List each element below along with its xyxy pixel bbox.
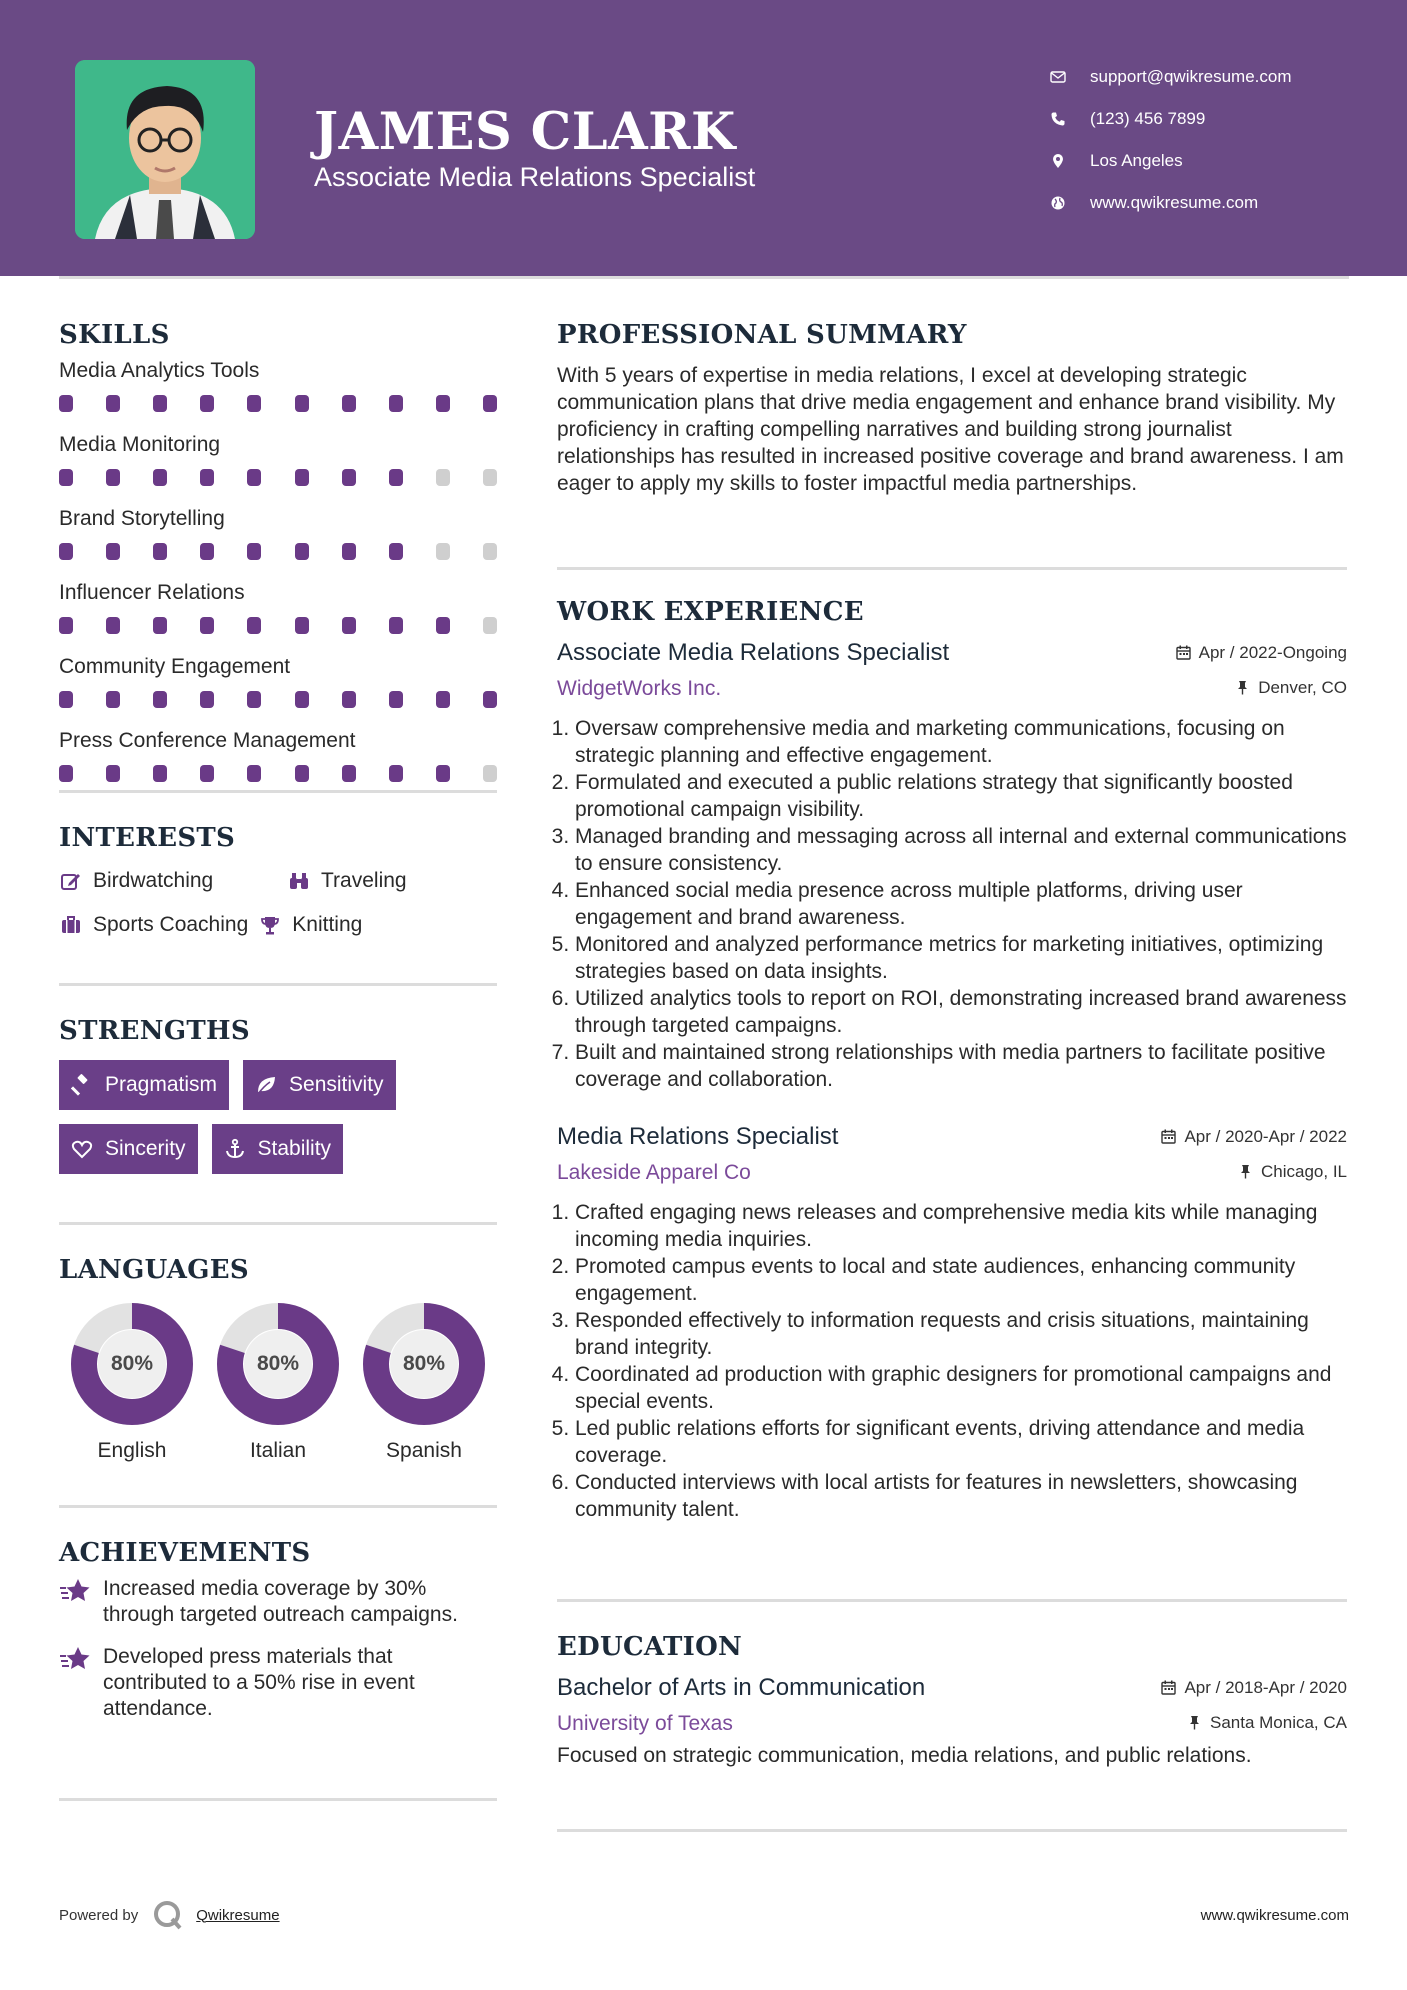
pencil-square-icon bbox=[59, 869, 83, 893]
achievements-heading: ACHIEVEMENTS bbox=[59, 1538, 311, 1568]
rating-dot-filled bbox=[59, 765, 73, 782]
rating-dot-filled bbox=[200, 765, 214, 782]
resume-header bbox=[0, 0, 1407, 276]
rating-dot-filled bbox=[295, 543, 309, 560]
job-bullet: 6. Conducted interviews with local artists for features in newsletters, showcasing community talent. bbox=[575, 1469, 1347, 1523]
job-bullets bbox=[557, 715, 1347, 1093]
job-bullet: 5. Monitored and analyzed performance metrics for marketing initiatives, optimizing strategies based on data insights. bbox=[575, 931, 1347, 985]
languages-list bbox=[59, 1303, 497, 1463]
skills-heading: SKILLS bbox=[59, 320, 170, 350]
job-bullet: 4. Enhanced social media presence across multiple platforms, driving user engagement and brand awareness. bbox=[575, 877, 1347, 931]
strength-label: Pragmatism bbox=[105, 1073, 218, 1096]
education-dates bbox=[1161, 1678, 1347, 1698]
contact-email-text: support@qwikresume.com bbox=[1090, 67, 1292, 86]
contact-location-text: Los Angeles bbox=[1090, 151, 1183, 170]
company-name: Lakeside Apparel Co bbox=[557, 1161, 751, 1184]
interests-heading: INTERESTS bbox=[59, 823, 236, 853]
envelope-icon bbox=[1048, 67, 1068, 87]
strength-chip bbox=[243, 1060, 396, 1110]
section-divider bbox=[59, 1798, 497, 1801]
job-location-text: Denver, CO bbox=[1258, 677, 1347, 697]
calendar-icon bbox=[1176, 645, 1191, 660]
star-icon bbox=[59, 1576, 93, 1606]
interest-item bbox=[59, 903, 248, 947]
location-pin-icon bbox=[1048, 151, 1068, 171]
rating-dot-filled bbox=[59, 395, 73, 412]
achievement-text: Developed press materials that contributed to a 50% rise in event attendance. bbox=[103, 1645, 415, 1720]
language-item bbox=[351, 1303, 497, 1463]
skill-rating bbox=[59, 682, 497, 716]
rating-dot-filled bbox=[153, 395, 167, 412]
rating-dot-filled bbox=[389, 543, 403, 560]
pushpin-icon bbox=[1235, 680, 1250, 695]
rating-dot-filled bbox=[153, 543, 167, 560]
contact-website-text: www.qwikresume.com bbox=[1090, 193, 1259, 212]
skill-rating bbox=[59, 386, 497, 420]
rating-dot-filled bbox=[200, 543, 214, 560]
education-section bbox=[557, 1602, 1347, 1829]
rating-dot-filled bbox=[153, 691, 167, 708]
job-title: Media Relations Specialist bbox=[557, 1123, 839, 1150]
skill-rating bbox=[59, 460, 497, 494]
job-location-text: Chicago, IL bbox=[1261, 1161, 1347, 1181]
interests-section bbox=[59, 793, 497, 983]
language-item bbox=[205, 1303, 351, 1463]
language-name: Spanish bbox=[386, 1439, 462, 1462]
rating-dot-filled bbox=[153, 765, 167, 782]
skill-name: Brand Storytelling bbox=[59, 507, 225, 530]
rating-dot-filled bbox=[200, 691, 214, 708]
briefcase-icon bbox=[59, 913, 83, 937]
job-dates bbox=[1161, 1127, 1347, 1147]
education-description: Focused on strategic communication, media relations, and public relations. bbox=[557, 1744, 1252, 1767]
job-location bbox=[1238, 1162, 1347, 1182]
pushpin-icon bbox=[1238, 1164, 1253, 1179]
language-ring bbox=[363, 1303, 485, 1425]
job-bullet: 1. Oversaw comprehensive media and marketing communications, focusing on strategic planning and effective engagement. bbox=[575, 715, 1347, 769]
left-column bbox=[59, 320, 497, 1801]
rating-dot-filled bbox=[295, 617, 309, 634]
job-location bbox=[1235, 678, 1347, 698]
job-dates-text: Apr / 2020-Apr / 2022 bbox=[1184, 1126, 1347, 1146]
job-dates bbox=[1176, 643, 1347, 663]
language-ring bbox=[71, 1303, 193, 1425]
interest-label: Traveling bbox=[321, 869, 407, 892]
trophy-icon bbox=[258, 913, 282, 937]
languages-heading: LANGUAGES bbox=[59, 1255, 249, 1285]
strength-label: Sensitivity bbox=[289, 1073, 384, 1096]
rating-dot-filled bbox=[200, 469, 214, 486]
rating-dot-filled bbox=[342, 691, 356, 708]
achievement-item bbox=[59, 1576, 497, 1628]
contact-website[interactable] bbox=[1048, 182, 1388, 224]
gavel-icon bbox=[71, 1074, 93, 1096]
job-bullet: 5. Led public relations efforts for significant events, driving attendance and media coverage. bbox=[575, 1415, 1347, 1469]
rating-dot-filled bbox=[106, 543, 120, 560]
skill-item bbox=[59, 726, 497, 790]
rating-dot-filled bbox=[153, 617, 167, 634]
rating-dot-filled bbox=[342, 765, 356, 782]
job-bullets bbox=[557, 1199, 1347, 1523]
star-icon bbox=[59, 1644, 93, 1674]
brand-link[interactable]: Qwikresume bbox=[196, 1906, 280, 1924]
language-name: Italian bbox=[249, 1439, 307, 1462]
footer-url[interactable]: www.qwikresume.com bbox=[1200, 1906, 1349, 1924]
rating-dot-filled bbox=[295, 395, 309, 412]
skill-name: Media Monitoring bbox=[59, 433, 221, 456]
skill-item bbox=[59, 430, 497, 494]
contact-phone[interactable] bbox=[1048, 98, 1388, 140]
language-percent: 80% bbox=[402, 1352, 446, 1375]
language-item bbox=[59, 1303, 205, 1463]
powered-by-text: Powered by bbox=[59, 1906, 139, 1924]
anchor-icon bbox=[224, 1138, 246, 1160]
job-subheader bbox=[557, 1161, 1347, 1185]
interests-list bbox=[59, 859, 497, 947]
rating-dot-filled bbox=[389, 395, 403, 412]
job-bullet: 3. Responded effectively to information requests and crisis situations, maintaining brand integrity. bbox=[575, 1307, 1347, 1361]
achievement-item bbox=[59, 1644, 497, 1722]
leaf-icon bbox=[255, 1074, 277, 1096]
rating-dot-filled bbox=[247, 469, 261, 486]
rating-dot-filled bbox=[389, 469, 403, 486]
strengths-section bbox=[59, 986, 497, 1222]
rating-dot-filled bbox=[342, 395, 356, 412]
profile-photo bbox=[75, 60, 255, 239]
rating-dot-empty bbox=[483, 765, 497, 782]
skill-name: Press Conference Management bbox=[59, 729, 356, 752]
calendar-icon bbox=[1161, 1129, 1176, 1144]
education-header bbox=[557, 1674, 1347, 1702]
rating-dot-filled bbox=[59, 617, 73, 634]
rating-dot-filled bbox=[59, 469, 73, 486]
job-bullet: 6. Utilized analytics tools to report on ROI, demonstrating increased brand awareness through targeted campaigns. bbox=[575, 985, 1347, 1039]
summary-heading: PROFESSIONAL SUMMARY bbox=[557, 320, 967, 350]
rating-dot-filled bbox=[342, 543, 356, 560]
interest-item bbox=[59, 859, 277, 903]
strength-chip bbox=[59, 1124, 198, 1174]
job-bullet: 2. Promoted campus events to local and state audiences, enhancing community engagement. bbox=[575, 1253, 1347, 1307]
rating-dot-empty bbox=[483, 469, 497, 486]
job-bullet: 2. Formulated and executed a public relations strategy that significantly boosted promotional campaign visibility. bbox=[575, 769, 1347, 823]
rating-dot-filled bbox=[389, 691, 403, 708]
globe-icon bbox=[1048, 193, 1068, 213]
rating-dot-filled bbox=[247, 543, 261, 560]
phone-icon bbox=[1048, 109, 1068, 129]
rating-dot-empty bbox=[436, 543, 450, 560]
candidate-name: JAMES CLARK bbox=[314, 102, 736, 162]
rating-dot-filled bbox=[106, 617, 120, 634]
strength-chip bbox=[59, 1060, 229, 1110]
rating-dot-filled bbox=[342, 469, 356, 486]
skills-section bbox=[59, 320, 497, 790]
experience-heading: WORK EXPERIENCE bbox=[557, 597, 864, 627]
education-subheader bbox=[557, 1712, 1347, 1736]
summary-text: With 5 years of expertise in media relations, I excel at developing strategic communication plans that drive media engagement and enhance brand visibility. My proficiency in crafting compelling narratives and building strong journalist relationships has resulted in increased positive coverage and brand awareness. I am eager to apply my skills to foster impactful media partnerships. bbox=[557, 364, 1344, 495]
job-header bbox=[557, 1123, 1347, 1151]
section-divider bbox=[557, 1829, 1347, 1832]
job-entry bbox=[557, 639, 1347, 1093]
rating-dot-filled bbox=[436, 765, 450, 782]
rating-dot-filled bbox=[342, 617, 356, 634]
education-location bbox=[1187, 1713, 1347, 1733]
interest-label: Knitting bbox=[292, 913, 363, 936]
contact-location bbox=[1048, 140, 1388, 182]
interest-item bbox=[287, 859, 407, 903]
rating-dot-filled bbox=[200, 617, 214, 634]
strengths-heading: STRENGTHS bbox=[59, 1016, 250, 1046]
contact-email[interactable] bbox=[1048, 56, 1388, 98]
contact-phone-text: (123) 456 7899 bbox=[1090, 109, 1206, 128]
rating-dot-filled bbox=[247, 765, 261, 782]
job-bullet: 1. Crafted engaging news releases and comprehensive media kits while managing incoming media inquiries. bbox=[575, 1199, 1347, 1253]
language-name: English bbox=[97, 1439, 167, 1462]
skill-rating bbox=[59, 534, 497, 568]
candidate-title: Associate Media Relations Specialist bbox=[314, 162, 756, 192]
skill-item bbox=[59, 652, 497, 716]
languages-section bbox=[59, 1225, 497, 1505]
education-location-text: Santa Monica, CA bbox=[1209, 1712, 1347, 1732]
rating-dot-empty bbox=[436, 469, 450, 486]
job-bullet: 3. Managed branding and messaging across all internal and external communications to ensure consistency. bbox=[575, 823, 1347, 877]
job-header bbox=[557, 639, 1347, 667]
strength-chip bbox=[212, 1124, 344, 1174]
school-name: University of Texas bbox=[557, 1712, 733, 1735]
skill-name: Community Engagement bbox=[59, 655, 291, 678]
calendar-icon bbox=[1161, 1680, 1176, 1695]
pushpin-icon bbox=[1187, 1715, 1202, 1730]
language-percent: 80% bbox=[110, 1352, 154, 1375]
rating-dot-filled bbox=[106, 395, 120, 412]
job-entry bbox=[557, 1123, 1347, 1523]
header-divider bbox=[59, 276, 1349, 279]
achievements-section bbox=[59, 1508, 497, 1798]
experience-section bbox=[557, 570, 1347, 1599]
interest-label: Birdwatching bbox=[93, 869, 214, 892]
rating-dot-filled bbox=[106, 765, 120, 782]
rating-dot-empty bbox=[483, 543, 497, 560]
footer bbox=[59, 1895, 1349, 1935]
rating-dot-filled bbox=[200, 395, 214, 412]
company-name: WidgetWorks Inc. bbox=[557, 677, 722, 700]
skill-item bbox=[59, 504, 497, 568]
language-ring bbox=[217, 1303, 339, 1425]
rating-dot-filled bbox=[106, 469, 120, 486]
education-heading: EDUCATION bbox=[557, 1632, 743, 1662]
skill-rating bbox=[59, 756, 497, 790]
job-bullet: 4. Coordinated ad production with graphic designers for promotional campaigns and special events. bbox=[575, 1361, 1347, 1415]
rating-dot-filled bbox=[295, 765, 309, 782]
skill-item bbox=[59, 356, 497, 420]
contact-list bbox=[1048, 56, 1388, 224]
rating-dot-filled bbox=[483, 691, 497, 708]
strengths-list bbox=[59, 1060, 497, 1188]
rating-dot-empty bbox=[483, 617, 497, 634]
skill-item bbox=[59, 578, 497, 642]
summary-section bbox=[557, 320, 1347, 567]
heart-icon bbox=[71, 1138, 93, 1160]
skill-name: Influencer Relations bbox=[59, 581, 245, 604]
skill-name: Media Analytics Tools bbox=[59, 359, 260, 382]
education-dates-text: Apr / 2018-Apr / 2020 bbox=[1184, 1677, 1347, 1697]
rating-dot-filled bbox=[247, 395, 261, 412]
rating-dot-filled bbox=[247, 617, 261, 634]
rating-dot-filled bbox=[389, 765, 403, 782]
right-column bbox=[557, 320, 1347, 1832]
rating-dot-filled bbox=[436, 617, 450, 634]
rating-dot-filled bbox=[295, 691, 309, 708]
achievement-text: Increased media coverage by 30% through targeted outreach campaigns. bbox=[103, 1577, 458, 1626]
rating-dot-filled bbox=[389, 617, 403, 634]
rating-dot-filled bbox=[59, 691, 73, 708]
job-dates-text: Apr / 2022-Ongoing bbox=[1198, 642, 1347, 662]
skill-rating bbox=[59, 608, 497, 642]
language-percent: 80% bbox=[256, 1352, 300, 1375]
rating-dot-filled bbox=[483, 395, 497, 412]
degree-title: Bachelor of Arts in Communication bbox=[557, 1674, 926, 1701]
job-title: Associate Media Relations Specialist bbox=[557, 639, 950, 666]
interest-item bbox=[258, 903, 362, 947]
strength-label: Stability bbox=[257, 1137, 332, 1160]
powered-by bbox=[59, 1899, 280, 1931]
interest-label: Sports Coaching bbox=[93, 913, 249, 936]
job-subheader bbox=[557, 677, 1347, 701]
binoculars-icon bbox=[287, 869, 311, 893]
rating-dot-filled bbox=[153, 469, 167, 486]
rating-dot-filled bbox=[106, 691, 120, 708]
rating-dot-filled bbox=[295, 469, 309, 486]
job-bullet: 7. Built and maintained strong relationships with media partners to facilitate positive coverage and collaboration. bbox=[575, 1039, 1347, 1093]
rating-dot-filled bbox=[247, 691, 261, 708]
rating-dot-filled bbox=[59, 543, 73, 560]
rating-dot-filled bbox=[436, 395, 450, 412]
qwikresume-logo-icon bbox=[152, 1899, 184, 1931]
strength-label: Sincerity bbox=[105, 1137, 186, 1160]
rating-dot-filled bbox=[436, 691, 450, 708]
